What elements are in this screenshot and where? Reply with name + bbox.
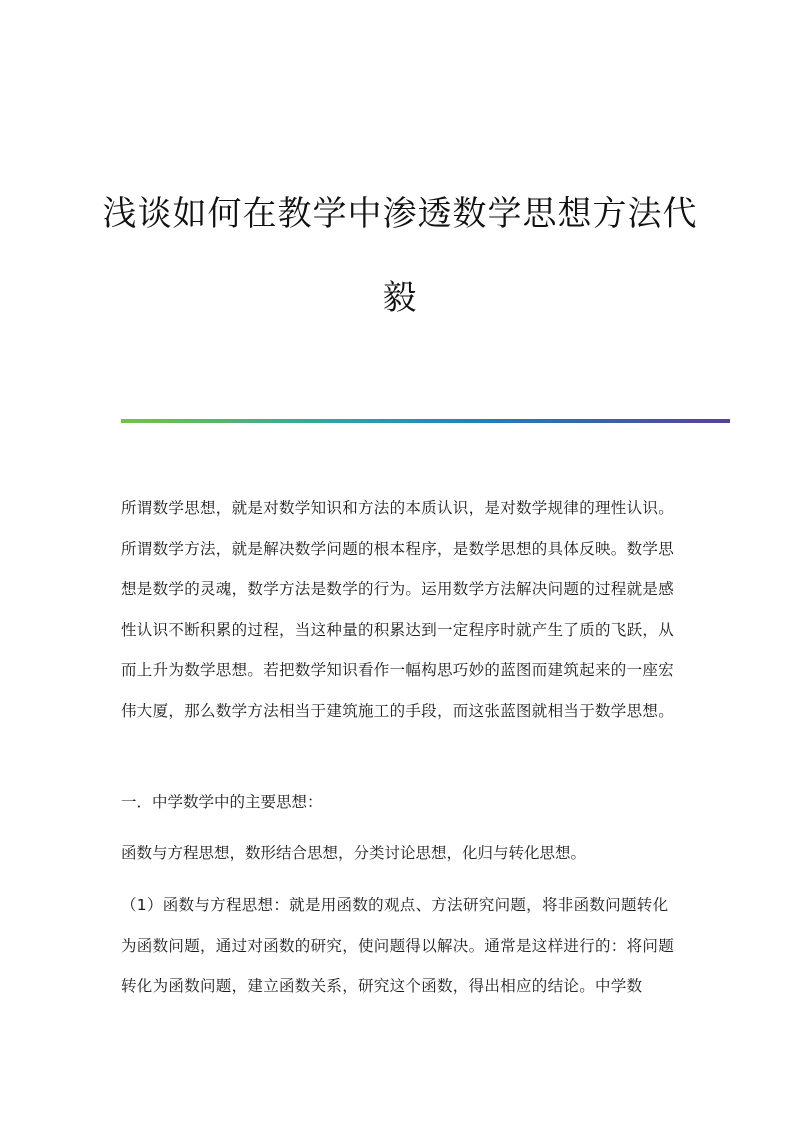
thoughts-list-paragraph: 函数与方程思想，数形结合思想，分类讨论思想，化归与转化思想。: [121, 844, 587, 862]
document-title-line-2: 毅: [382, 278, 418, 318]
gradient-divider: [121, 419, 730, 423]
intro-paragraph: 所谓数学思想，就是对数学知识和方法的本质认识，是对数学规律的理性认识。所谓数学方法，就是解决数学问题的根本程序，是数学思想的具体反映。数学思想是数学的灵魂，数学方法是数学的行为。运用数学方法解决问题的过程就是感性认识不断积累的过程，当这种量的积累达到一定程序时就产生了质的飞跃，从而上升为数学思想。若把数学知识看作一幅构思巧妙的蓝图而建筑起来的一座宏伟大厦，那么数学方法相当于建筑施工的手段，而这张蓝图就相当于数学思想。: [121, 499, 675, 720]
function-equation-paragraph: （1）函数与方程思想：就是用函数的观点、方法研究问题，将非函数问题转化为函数问题，通过对函数的研究，使问题得以解决。通常是这样进行的：将问题转化为函数问题，建立函数关系，研究这个函数，得出相应的结论。中学数: [121, 896, 675, 995]
document-title-line-1: 浅谈如何在教学中渗透数学思想方法代: [102, 194, 698, 234]
section-heading: 一．中学数学中的主要思想：: [121, 793, 323, 811]
